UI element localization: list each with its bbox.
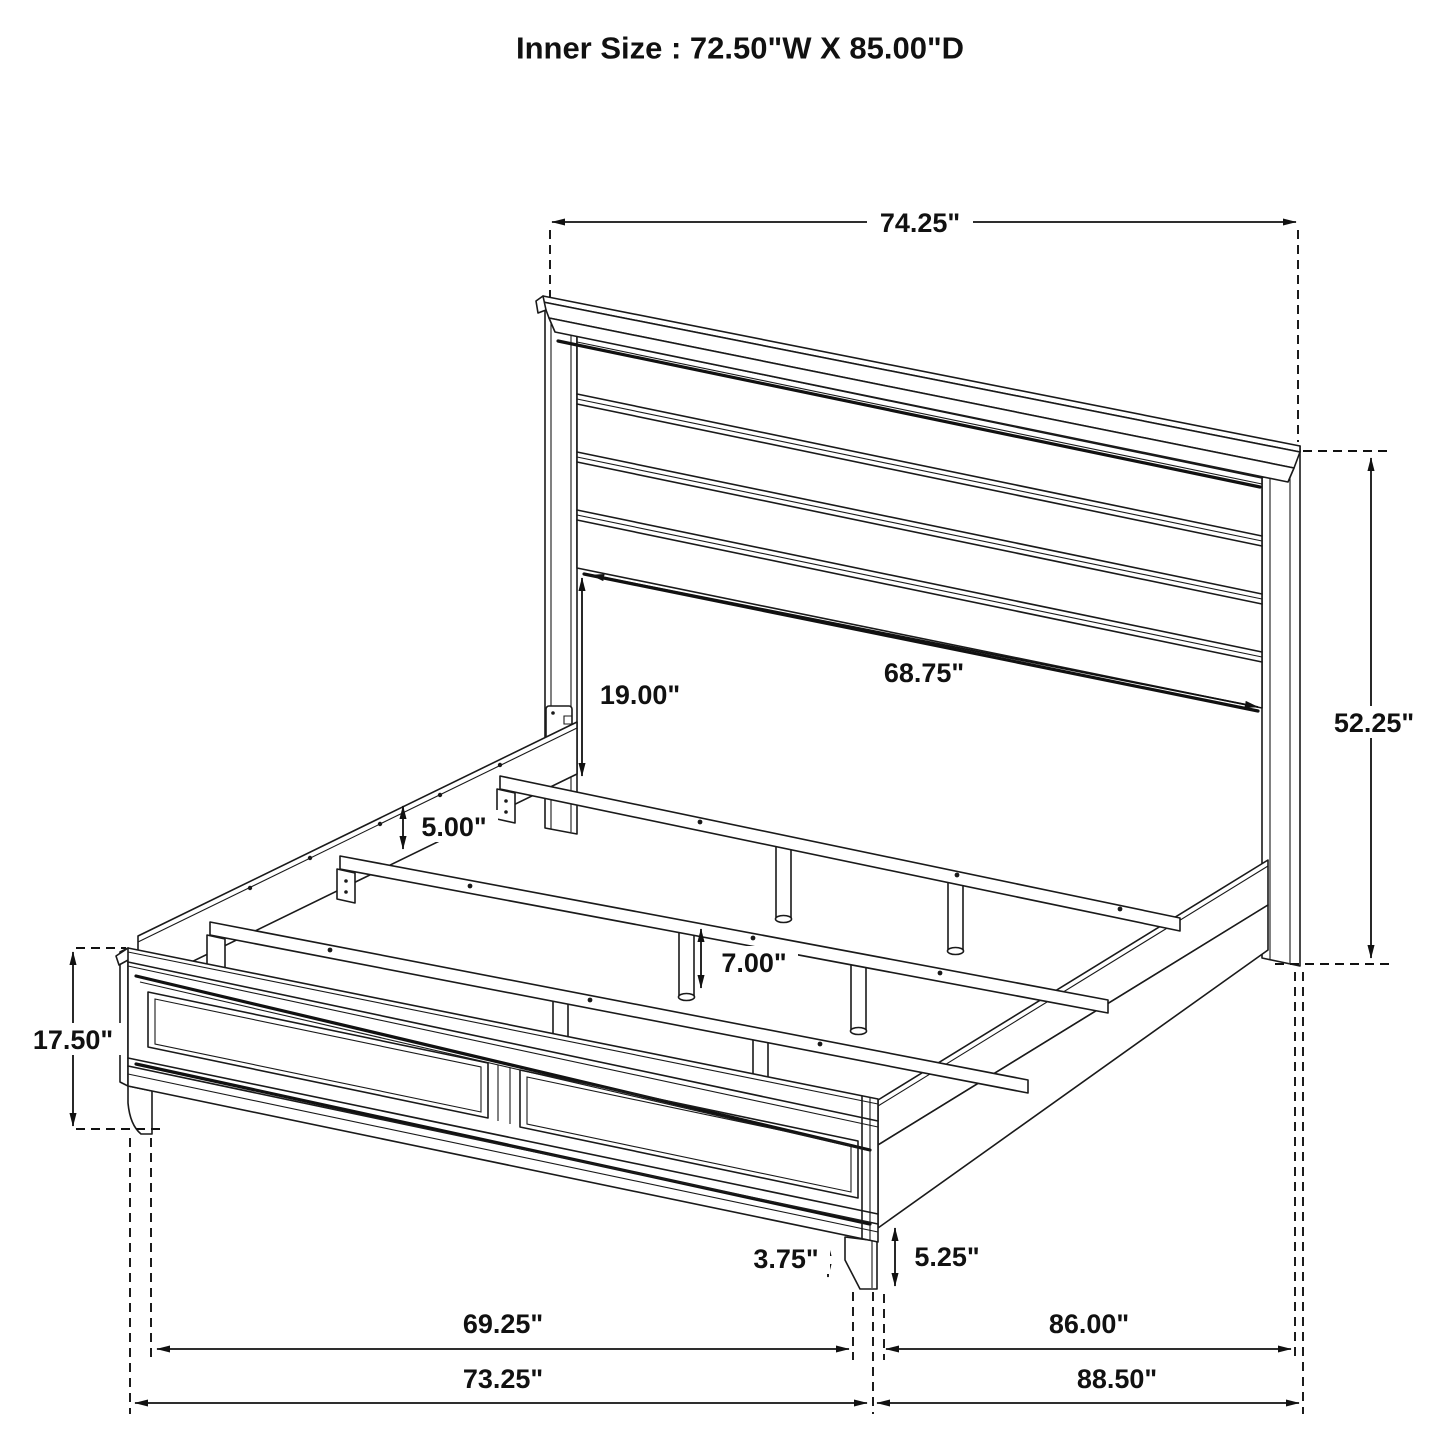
dim-footboard-inner-width — [463, 1309, 543, 1339]
slat-1 — [497, 776, 1180, 955]
side-rail-right — [878, 860, 1268, 1228]
support-leg — [948, 881, 963, 952]
dim-footboard-leg-height-label: 3.75" — [753, 1244, 819, 1274]
dim-underpanel-clearance — [587, 678, 693, 710]
dim-footboard-height-label: 17.50" — [32, 1025, 114, 1055]
footboard — [116, 948, 878, 1289]
dim-overall-length — [1077, 1364, 1157, 1394]
dim-rail-floor-clearance — [903, 1240, 991, 1272]
dim-footboard-overall-width-label: 73.25" — [462, 1364, 544, 1394]
dim-support-leg-height-label: 7.00" — [721, 948, 787, 978]
dim-footboard-height — [23, 1023, 123, 1055]
dim-side-rail-height-label: 5.00" — [421, 812, 487, 842]
footboard-left-leg — [128, 1086, 152, 1134]
dim-overall-width — [867, 206, 973, 238]
side-rail-left — [138, 722, 577, 988]
dim-overall-length-label: 88.50" — [1076, 1364, 1158, 1394]
dim-footboard-inner-width-label: 69.25" — [462, 1309, 544, 1339]
dim-inner-length-label: 86.00" — [1048, 1309, 1130, 1339]
dim-headboard-inner-width-label: 68.75" — [883, 658, 965, 688]
dim-rail-floor-clearance-label: 5.25" — [914, 1242, 980, 1272]
dim-footboard-leg-height — [742, 1242, 830, 1274]
dim-inner-length — [1049, 1309, 1129, 1339]
support-leg — [851, 963, 866, 1032]
dim-headboard-height — [1321, 706, 1427, 738]
dim-support-leg-height — [710, 946, 798, 978]
dim-headboard-inner-width — [871, 656, 977, 688]
support-leg — [776, 845, 791, 920]
dim-footboard-overall-width — [463, 1364, 543, 1394]
page-title: Inner Size : 72.50"W X 85.00"D — [515, 30, 965, 66]
dim-headboard-height-label: 52.25" — [1333, 708, 1415, 738]
dim-underpanel-clearance-label: 19.00" — [599, 680, 681, 710]
support-leg — [679, 931, 694, 998]
dim-overall-width-label: 74.25" — [879, 208, 961, 238]
dim-side-rail-height — [410, 810, 498, 842]
